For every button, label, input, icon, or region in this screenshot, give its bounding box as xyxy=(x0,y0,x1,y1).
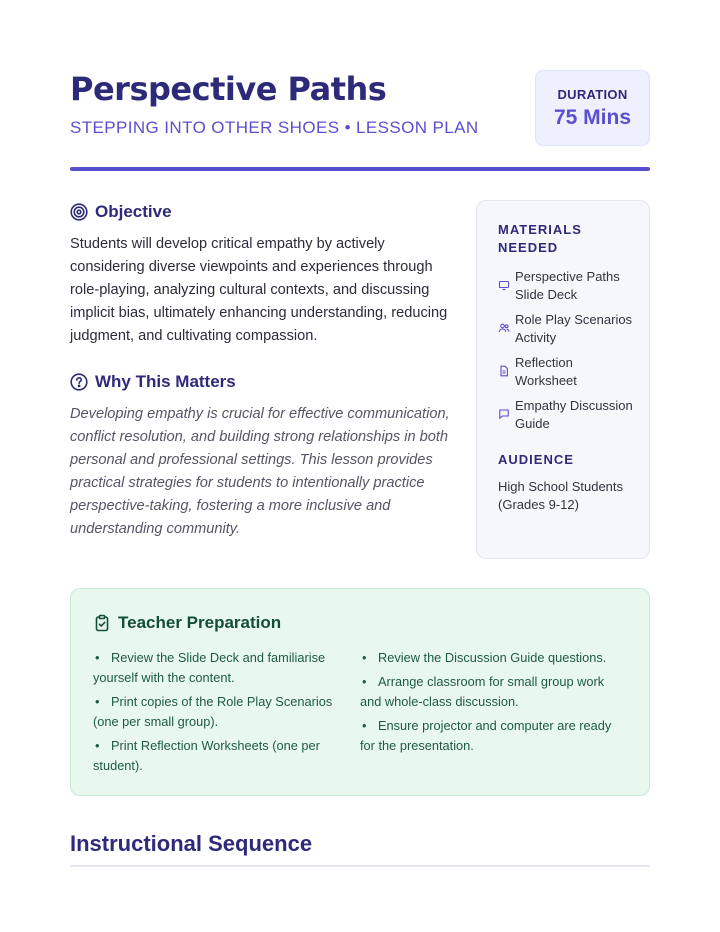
list-item: • Print copies of the Role Play Scenarios (one per small group). xyxy=(93,694,333,729)
list-item: • Arrange classroom for small group work and whole-class discussion. xyxy=(360,674,605,709)
material-label: Empathy Discussion Guide xyxy=(515,398,633,431)
prep-list-left xyxy=(93,648,360,780)
question-circle-icon xyxy=(70,373,88,391)
chat-icon xyxy=(498,408,510,420)
users-icon xyxy=(498,322,510,334)
section-divider xyxy=(70,865,650,867)
duration-card xyxy=(535,70,650,146)
monitor-icon xyxy=(498,279,510,291)
teacher-preparation-panel xyxy=(70,588,650,796)
objective-section xyxy=(70,200,450,348)
duration-value: 75 Mins xyxy=(553,106,632,129)
list-item xyxy=(498,268,635,304)
prep-heading: Teacher Preparation xyxy=(118,613,282,632)
list-item xyxy=(498,397,635,433)
list-item: • Review the Discussion Guide questions. xyxy=(362,650,607,665)
document-icon xyxy=(498,365,510,377)
instructional-sequence-heading: Instructional Sequence xyxy=(70,831,313,856)
audience-heading: AUDIENCE xyxy=(498,452,574,467)
objective-text: Students will develop critical empathy by actively considering diverse viewpoints and experiences through role-playing, analyzing cultural contexts, and discussing implicit bias, ultimately enhancing understanding, reducing judgment, and cultivating compassion. xyxy=(70,236,448,344)
list-item: • Review the Slide Deck and familiarise yourself with the content. xyxy=(93,650,326,685)
list-item xyxy=(498,354,635,390)
prep-list-right xyxy=(360,648,627,780)
lesson-header xyxy=(70,70,650,150)
header-divider xyxy=(70,167,650,171)
page-title: Perspective Paths xyxy=(70,70,387,108)
target-icon xyxy=(70,203,88,221)
why-text: Developing empathy is crucial for effective communication, conflict resolution, and building strong relationships in both personal and professional settings. This lesson provides practical strategies for students to intentionally practice perspective-taking, fostering a more inclusive and understanding community. xyxy=(70,406,450,537)
why-section xyxy=(70,370,450,541)
list-item: • Print Reflection Worksheets (one per student). xyxy=(93,738,320,773)
objective-heading: Objective xyxy=(95,202,172,221)
why-heading: Why This Matters xyxy=(95,372,236,391)
material-label: Role Play Scenarios Activity xyxy=(515,312,633,345)
clipboard-check-icon xyxy=(93,614,111,632)
material-label: Reflection Worksheet xyxy=(515,355,577,388)
duration-label: DURATION xyxy=(557,87,628,102)
page-subtitle: STEPPING INTO OTHER SHOES • LESSON PLAN xyxy=(70,118,479,137)
main-content xyxy=(70,200,450,541)
materials-list xyxy=(498,268,635,433)
material-label: Perspective Paths Slide Deck xyxy=(515,269,620,302)
list-item xyxy=(498,311,635,347)
audience-text: High School Students (Grades 9-12) xyxy=(498,479,624,512)
materials-heading: MATERIALS NEEDED xyxy=(498,222,582,255)
list-item: • Ensure projector and computer are ready for the presentation. xyxy=(360,718,612,753)
materials-sidebar xyxy=(476,200,650,559)
